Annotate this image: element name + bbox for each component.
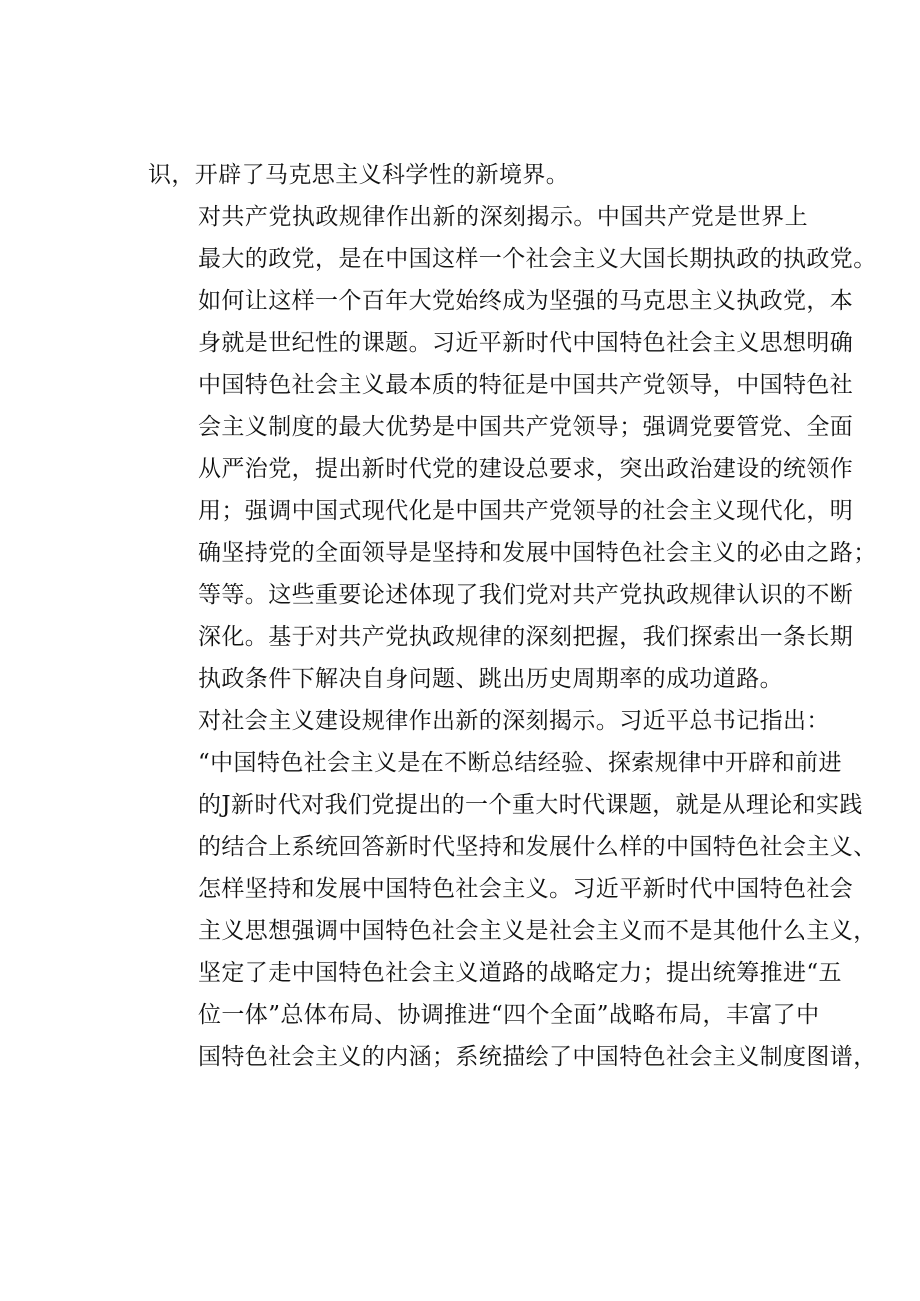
text-line: 最大的政党，是在中国这样一个社会主义大国长期执政的执政党。 [198,246,877,272]
text-line: 主义思想强调中国特色社会主义是社会主义而不是其他什么主义， [198,918,877,944]
text-line: 等等。这些重要论述体现了我们党对共产党执政规律认识的不断 [198,582,854,608]
text-line: 的结合上系统回答新时代坚持和发展什么样的中国特色社会主义、 [198,834,877,860]
text-line: 用；强调中国式现代化是中国共产党领导的社会主义现代化，明 [198,498,854,524]
paragraph-1 [148,154,808,196]
text-line: 确坚持党的全面领导是坚持和发展中国特色社会主义的必由之路； [198,540,877,566]
text-line: “中国特色社会主义是在不断总结经验、探索规律中开辟和前进 [198,750,842,776]
text-line: 会主义制度的最大优势是中国共产党领导；强调党要管党、全面 [198,414,854,440]
text-line: 国特色社会主义的内涵；系统描绘了中国特色社会主义制度图谱， [198,1044,877,1070]
text-line: 对共产党执政规律作出新的深刻揭示。中国共产党是世界上 [198,204,808,230]
text-line: 怎样坚持和发展中国特色社会主义。习近平新时代中国特色社会 [198,876,854,902]
text-line: 深化。基于对共产党执政规律的深刻把握，我们探索出一条长期 [198,624,854,650]
paragraph-2 [148,196,877,700]
text-line: 对社会主义建设规律作出新的深刻揭示。习近平总书记指出： [198,708,830,734]
text-line: 执政条件下解决自身问题、跳出历史周期率的成功道路。 [198,666,783,692]
document-body [148,154,877,1078]
text-line: 识，开辟了马克思主义科学性的新境界。 [148,162,570,188]
text-line: 身就是世纪性的课题。习近平新时代中国特色社会主义思想明确 [198,330,854,356]
text-line: 坚定了走中国特色社会主义道路的战略定力；提出统筹推进“五 [198,960,842,986]
text-line: 中国特色社会主义最本质的特征是中国共产党领导，中国特色社 [198,372,854,398]
text-line: 位一体”总体布局、协调推进“四个全面”战略布局，丰富了中 [198,1002,820,1028]
text-line: 的J新时代对我们党提出的一个重大时代课题，就是从理论和实践 [198,792,863,818]
text-line: 从严治党，提出新时代党的建设总要求，突出政治建设的统领作 [198,456,854,482]
text-line: 如何让这样一个百年大党始终成为坚强的马克思主义执政党，本 [198,288,854,314]
paragraph-3 [148,700,877,1078]
